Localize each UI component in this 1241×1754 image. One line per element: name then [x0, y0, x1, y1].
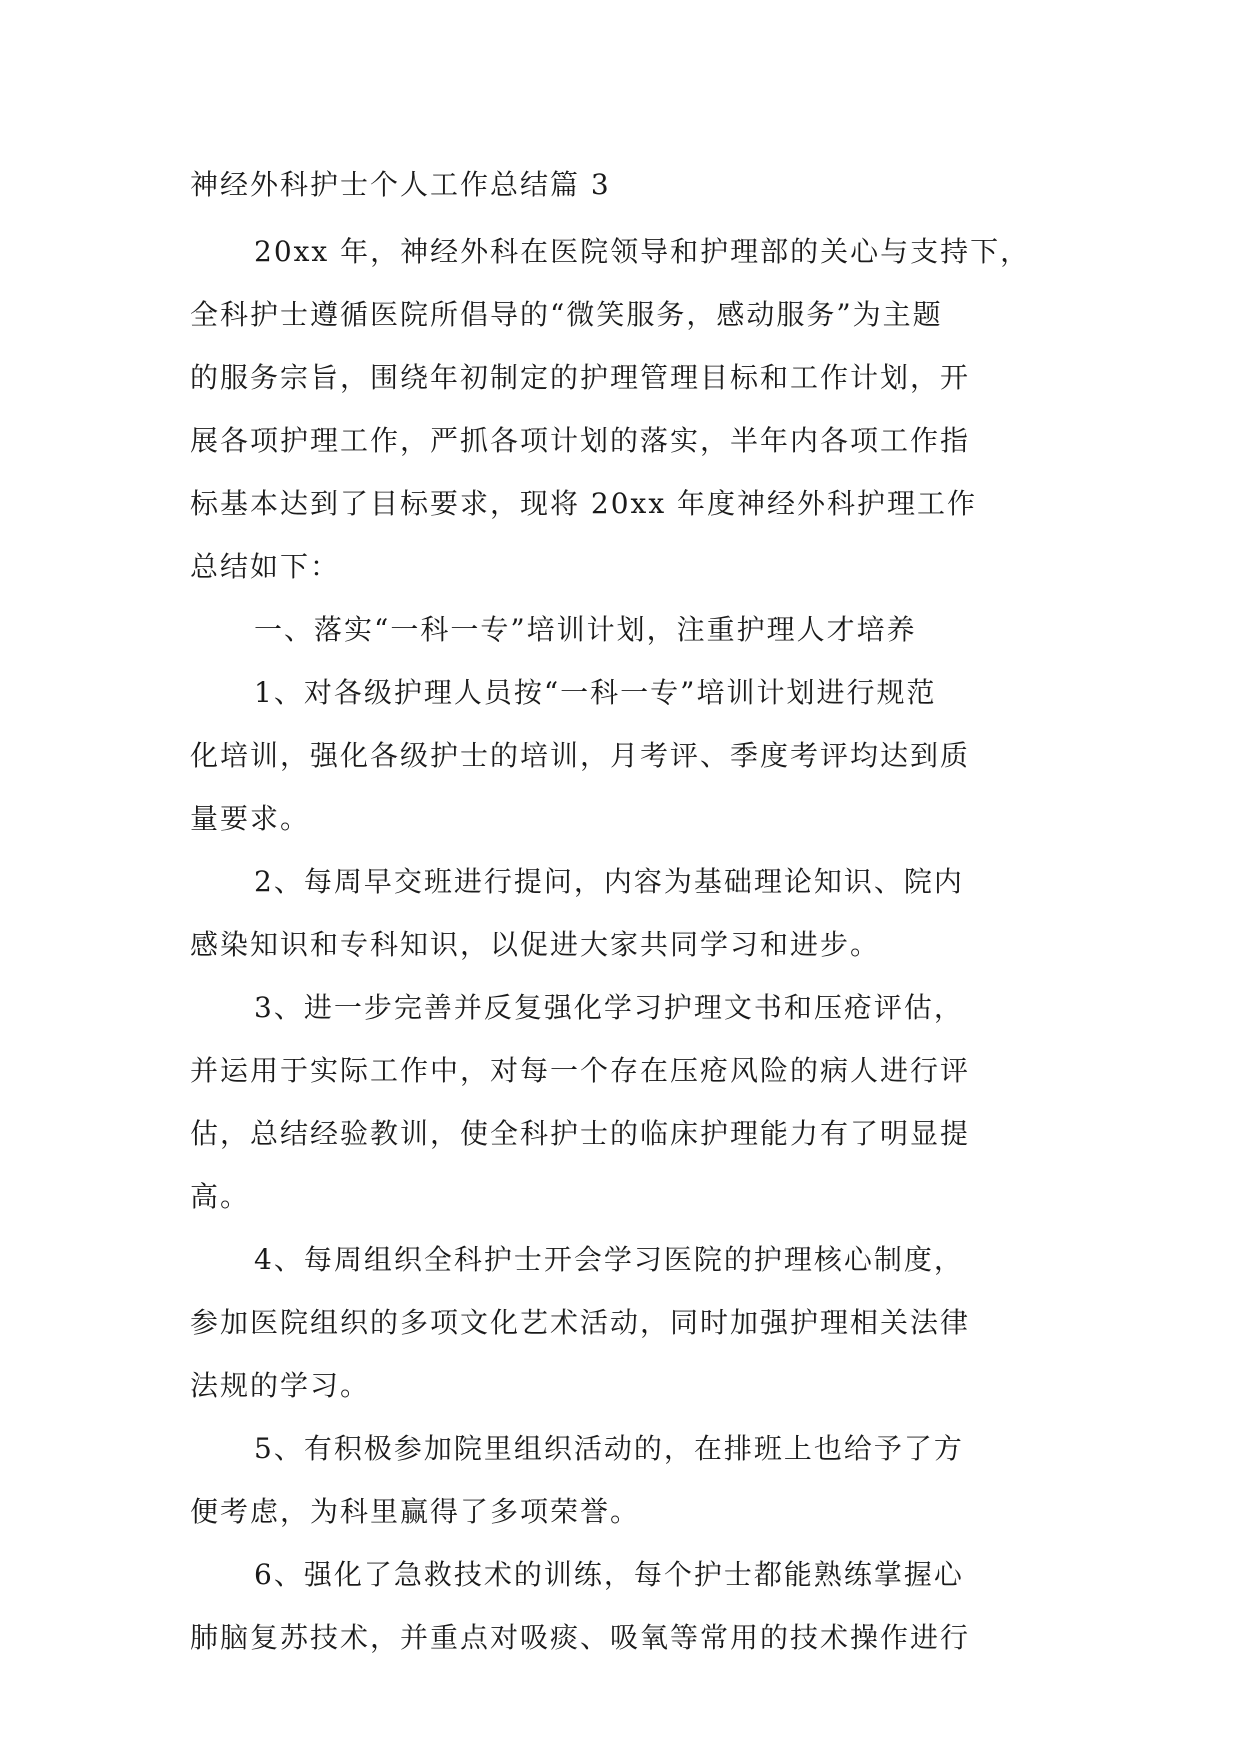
paragraph-line: 20xx 年，神经外科在医院领导和护理部的关心与支持下，	[254, 235, 1031, 268]
paragraph-line: 展各项护理工作，严抓各项计划的落实，半年内各项工作指	[190, 424, 971, 457]
paragraph-line: 4、每周组织全科护士开会学习医院的护理核心制度，	[254, 1243, 964, 1276]
paragraph-line: 肺脑复苏技术，并重点对吸痰、吸氧等常用的技术操作进行	[190, 1621, 971, 1654]
section-heading-1	[190, 598, 1090, 661]
paragraph-item-5	[190, 1417, 1090, 1543]
paragraph-line: 并运用于实际工作中，对每一个存在压疮风险的病人进行评	[190, 1054, 971, 1087]
paragraph-item-2	[190, 850, 1090, 976]
document-title: 神经外科护士个人工作总结篇 3	[190, 168, 611, 201]
paragraph-item-3	[190, 976, 1090, 1228]
paragraph-line: 参加医院组织的多项文化艺术活动，同时加强护理相关法律	[190, 1306, 971, 1339]
paragraph-item-4	[190, 1228, 1090, 1417]
paragraph-line: 6、强化了急救技术的训练，每个护士都能熟练掌握心	[254, 1558, 964, 1591]
paragraph-line: 1、对各级护理人员按“一科一专”培训计划进行规范	[254, 676, 937, 709]
paragraph-line: 3、进一步完善并反复强化学习护理文书和压疮评估，	[254, 991, 964, 1024]
paragraph-line: 估，总结经验教训，使全科护士的临床护理能力有了明显提	[190, 1117, 971, 1150]
paragraph-line: 标基本达到了目标要求，现将 20xx 年度神经外科护理工作	[190, 487, 978, 520]
paragraph-line: 法规的学习。	[190, 1369, 371, 1402]
paragraph-line: 的服务宗旨，围绕年初制定的护理管理目标和工作计划，开	[190, 361, 971, 394]
paragraph-line: 5、有积极参加院里组织活动的，在排班上也给予了方	[254, 1432, 964, 1465]
paragraph-item-1	[190, 661, 1090, 850]
paragraph-line: 2、每周早交班进行提问，内容为基础理论知识、院内	[254, 865, 964, 898]
paragraph-line: 总结如下：	[190, 550, 341, 583]
paragraph-line: 化培训，强化各级护士的培训，月考评、季度考评均达到质	[190, 739, 971, 772]
paragraph-line: 高。	[190, 1180, 251, 1213]
paragraph-line: 全科护士遵循医院所倡导的“微笑服务，感动服务”为主题	[190, 298, 943, 331]
paragraph-line: 感染知识和专科知识，以促进大家共同学习和进步。	[190, 928, 881, 961]
paragraph-intro	[190, 220, 1090, 598]
paragraph-line: 量要求。	[190, 802, 311, 835]
document-body	[190, 220, 1090, 1669]
section-heading-line: 一、落实“一科一专”培训计划，注重护理人才培养	[254, 613, 917, 646]
paragraph-line: 便考虑，为科里赢得了多项荣誉。	[190, 1495, 641, 1528]
paragraph-item-6	[190, 1543, 1090, 1669]
